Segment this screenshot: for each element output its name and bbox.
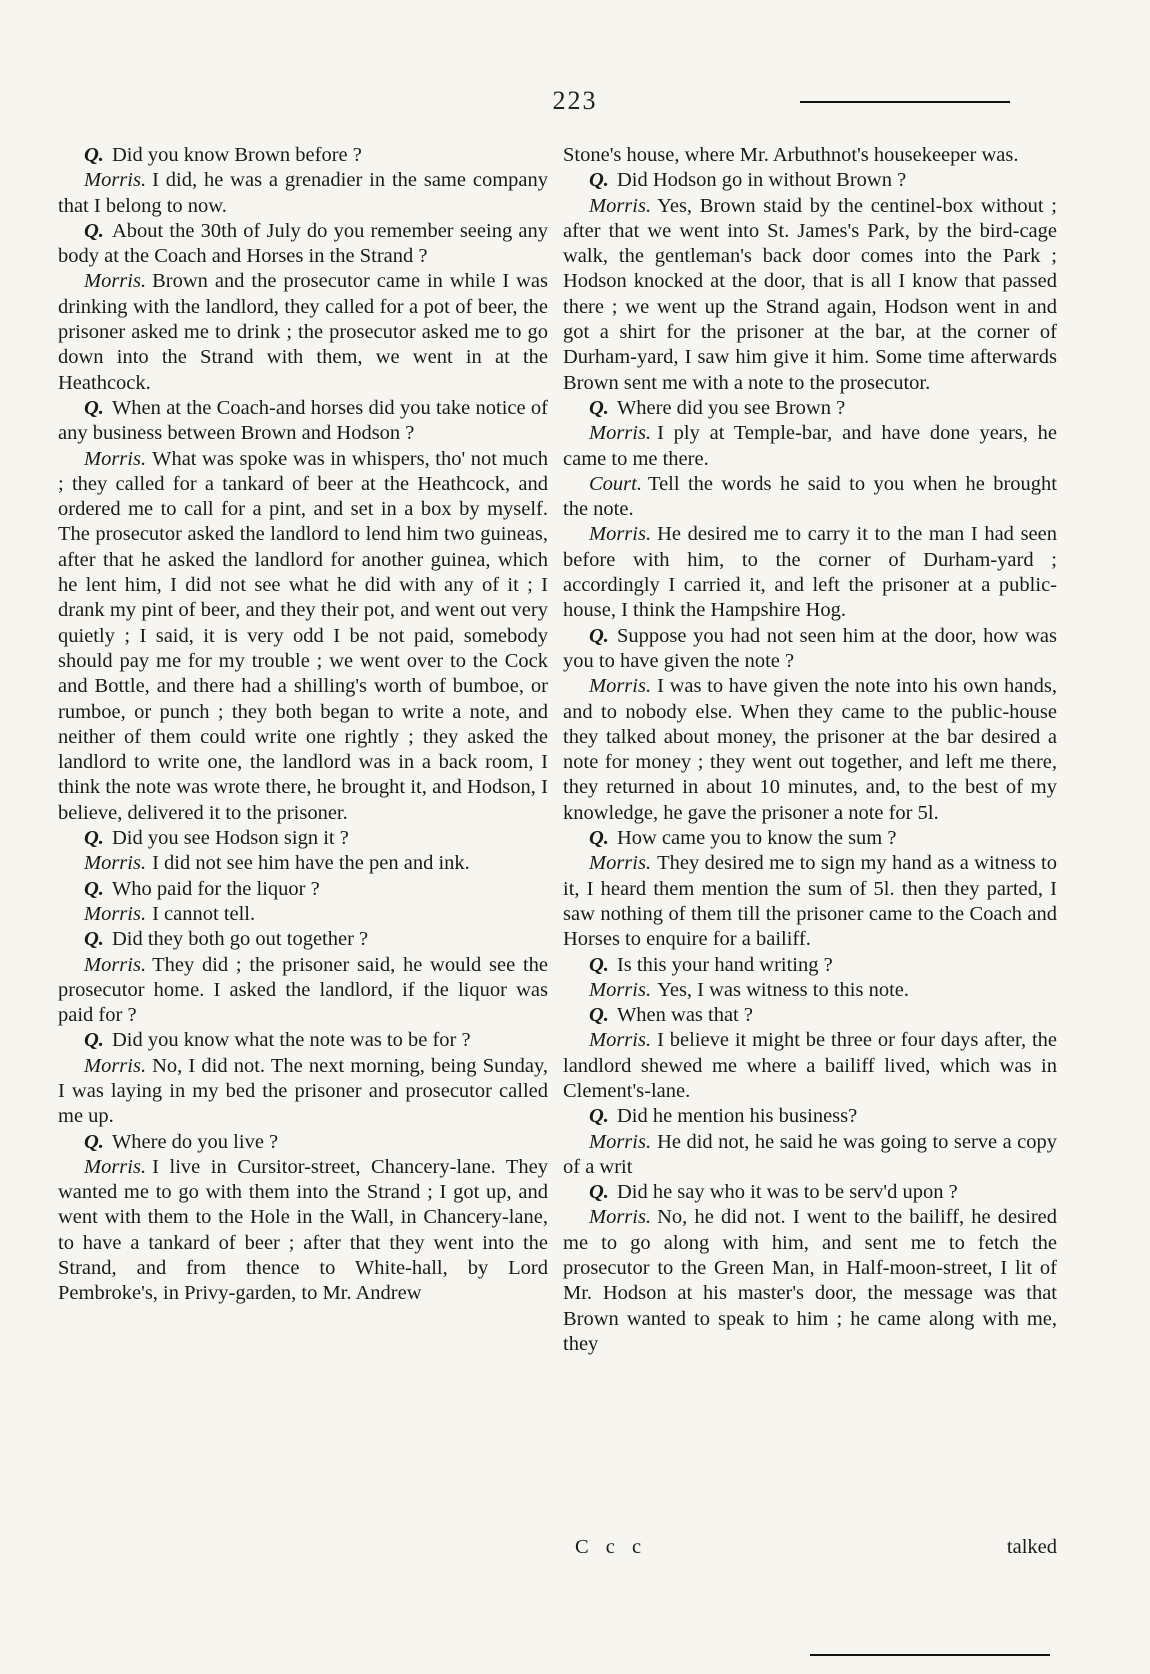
speaker-label: Morris. [84, 169, 147, 192]
speaker-label: Court. [589, 472, 642, 495]
paragraph-text: He did not, he said he was going to serve a copy of a writ [563, 1130, 1057, 1178]
paragraph [563, 826, 1057, 851]
paragraph [563, 396, 1057, 421]
paragraph [58, 168, 548, 219]
paragraph-text: How came you to know the sum ? [616, 827, 897, 850]
paragraph [563, 1180, 1057, 1205]
page-number: 223 [552, 86, 598, 115]
paragraph-text: Did he mention his business? [616, 1105, 858, 1128]
paragraph-text: What was spoke was in whispers, tho' not much ; they called for a tankard of beer at the Heathcock, and ordered me to call for a pint, and set in a box by myself. The prosecutor asked the landlord to lend him two guineas, after that he asked the landlord for another guinea, which he lent him, I did not see what he did with any of it ; I drank my pint of beer, and they their pot, and went out very quietly ; I said, it is very odd I be not paid, somebody should pay me for my trouble ; we went over to the Cock and Bottle, and there had a shilling's worth of bumboe, or rumboe, or punch ; they both began to write a note, and neither of them could write one rightly ; they asked the landlord to write one, the landlord was in a back room, I think the note was wrote there, he brought it, and Hodson, I believe, delivered it to the prisoner. [58, 447, 548, 824]
speaker-label: Q. [589, 1105, 609, 1128]
paragraph-text: I did not see him have the pen and ink. [152, 852, 470, 875]
left-column [58, 143, 548, 1307]
paragraph [563, 1130, 1057, 1181]
paragraph [563, 194, 1057, 396]
speaker-label: Morris. [84, 852, 147, 875]
paragraph [58, 269, 548, 395]
paragraph [58, 927, 548, 952]
paragraph-text: No, I did not. The next morning, being Sunday, I was laying in my bed the prisoner and prosecutor called me up. [58, 1054, 548, 1128]
paragraph-text: Did you know what the note was to be for ? [111, 1029, 471, 1052]
paragraph-text: Yes, I was witness to this note. [657, 978, 909, 1001]
paragraph-text: Did you know Brown before ? [111, 144, 362, 166]
paragraph [563, 421, 1057, 472]
paragraph-text: Where did you see Brown ? [616, 396, 846, 419]
speaker-label: Morris. [84, 902, 147, 925]
catchword: talked [1006, 1536, 1057, 1558]
speaker-label: Morris. [589, 852, 652, 875]
paragraph [563, 624, 1057, 675]
paragraph [563, 168, 1057, 193]
speaker-label: Morris. [84, 953, 147, 976]
speaker-label: Morris. [589, 675, 652, 698]
speaker-label: Q. [589, 396, 609, 419]
paragraph [563, 1104, 1057, 1129]
speaker-label: Morris. [84, 1054, 147, 1077]
paragraph-text: Stone's house, where Mr. Arbuthnot's housekeeper was. [563, 144, 1019, 166]
paragraph-text: They desired me to sign my hand as a witness to it, I heard them mention the sum of 5l. then they parted, I saw nothing of them till the prisoner came to the Coach and Horses to enquire for a bailiff. [563, 852, 1057, 951]
paragraph [58, 219, 548, 270]
speaker-label: Q. [84, 396, 104, 419]
paragraph [58, 1155, 548, 1307]
speaker-label: Morris. [589, 1130, 652, 1153]
top-rule [800, 101, 1010, 103]
paragraph-text: I believe it might be three or four days after, the landlord shewed me where a bailiff lived, which was in Clement's-lane. [563, 1029, 1057, 1102]
paragraph [563, 674, 1057, 826]
paragraph [58, 1054, 548, 1130]
speaker-label: Q. [84, 928, 104, 951]
speaker-label: Q. [589, 624, 609, 647]
paragraph [563, 953, 1057, 978]
paragraph-text: About the 30th of July do you remember seeing any body at the Coach and Horses in the Strand ? [58, 219, 548, 268]
speaker-label: Morris. [84, 447, 147, 470]
speaker-label: Q. [84, 877, 104, 900]
paragraph [563, 851, 1057, 952]
paragraph [563, 1205, 1057, 1357]
paragraph-text: Is this your hand writing ? [616, 953, 833, 976]
paragraph [563, 1028, 1057, 1104]
paragraph [58, 902, 548, 927]
paragraph-text: Did they both go out together ? [111, 928, 369, 951]
paragraph-text: When at the Coach-and horses did you take notice of any business between Brown and Hodson ? [58, 396, 548, 445]
paragraph-text: Did he say who it was to be serv'd upon ? [616, 1181, 958, 1204]
paragraph-text: No, he did not. I went to the bailiff, he desired me to go along with him, and sent me to fetch the prosecutor to the Green Man, in Half-moon-street, I lit of Mr. Hodson at his master's door, the message was that Brown wanted to speak to him ; he came along with me, they [563, 1206, 1057, 1355]
paragraph-text: Brown and the prosecutor came in while I was drinking with the landlord, they called for a pot of beer, the prisoner asked me to drink ; the prosecutor asked me to go down into the Strand with them, we went in at the Heathcock. [58, 270, 548, 394]
speaker-label: Q. [589, 169, 609, 192]
paragraph [563, 472, 1057, 523]
paragraph-text: I live in Cursitor-street, Chancery-lane. They wanted me to go with them into the Strand ; I got up, and went with them to the Hole in the Wall, in Chancery-lane, to have a tankard of beer ; after that they went into the Strand, and from thence to White-hall, by Lord Pembroke's, in Privy-garden, to Mr. Andrew [58, 1155, 548, 1305]
paragraph-text: Did Hodson go in without Brown ? [616, 169, 907, 192]
paragraph-text: Who paid for the liquor ? [111, 877, 320, 900]
paragraph [58, 953, 548, 1029]
paragraph-text: I ply at Temple-bar, and have done years, he came to me there. [563, 422, 1057, 470]
paragraph-text: He desired me to carry it to the man I had seen before with him, to the corner of Durham-yard ; accordingly I carried it, and left the prisoner at a public-house, I think the Hampshire Hog. [563, 523, 1057, 622]
paragraph [58, 143, 548, 168]
speaker-label: Q. [589, 1181, 609, 1204]
paragraph [563, 522, 1057, 623]
paragraph [563, 978, 1057, 1003]
speaker-label: Morris. [589, 978, 652, 1001]
speaker-label: Q. [84, 144, 104, 166]
right-column [563, 143, 1057, 1357]
paragraph [563, 143, 1057, 168]
signature-mark: C c c [575, 1536, 648, 1558]
paragraph [58, 447, 548, 826]
speaker-label: Morris. [589, 194, 652, 217]
speaker-label: Q. [84, 1130, 104, 1153]
speaker-label: Q. [589, 1004, 609, 1027]
paragraph [58, 1130, 548, 1155]
speaker-label: Morris. [589, 422, 652, 445]
paragraph [563, 1003, 1057, 1028]
paragraph-text: When was that ? [616, 1004, 753, 1027]
speaker-label: Morris. [589, 523, 652, 546]
speaker-label: Morris. [589, 1029, 652, 1052]
paragraph [58, 851, 548, 876]
bottom-rule [810, 1654, 1050, 1656]
paragraph-text: I cannot tell. [152, 902, 256, 925]
paragraph-text: I did, he was a grenadier in the same company that I belong to now. [58, 169, 548, 217]
speaker-label: Q. [84, 219, 104, 242]
paragraph-text: Where do you live ? [111, 1130, 279, 1153]
speaker-label: Morris. [84, 1155, 147, 1178]
paragraph-text: They did ; the prisoner said, he would see the prosecutor home. I asked the landlord, if the liquor was paid for ? [58, 953, 548, 1027]
paragraph [58, 877, 548, 902]
paragraph [58, 826, 548, 851]
speaker-label: Q. [589, 827, 609, 850]
paragraph [58, 1028, 548, 1053]
speaker-label: Morris. [589, 1206, 652, 1229]
paragraph [58, 396, 548, 447]
paragraph-text: Suppose you had not seen him at the door, how was you to have given the note ? [563, 624, 1057, 672]
speaker-label: Q. [589, 953, 609, 976]
paragraph-text: Did you see Hodson sign it ? [111, 827, 349, 850]
paragraph-text: Tell the words he said to you when he brought the note. [563, 472, 1057, 521]
paragraph-text: Yes, Brown staid by the centinel-box without ; after that we went into St. James's Park, by the bird-cage walk, the gentleman's back door comes into the Park ; Hodson knocked at the door, that is all I know that passed there ; we went up the Strand again, Hodson went in and got a shirt for the prisoner at the bar, at the corner of Durham-yard, I saw him give it him. Some time afterwards Brown sent me with a note to the prosecutor. [563, 194, 1057, 394]
paragraph-text: I was to have given the note into his own hands, and to nobody else. When they came to the public-house they talked about money, the prisoner at the bar desired a note for money ; they went out together, and left me there, they returned in about 10 minutes, and, to the best of my knowledge, he gave the prisoner a note for 5l. [563, 675, 1057, 824]
speaker-label: Morris. [84, 270, 147, 293]
speaker-label: Q. [84, 827, 104, 850]
speaker-label: Q. [84, 1029, 104, 1052]
